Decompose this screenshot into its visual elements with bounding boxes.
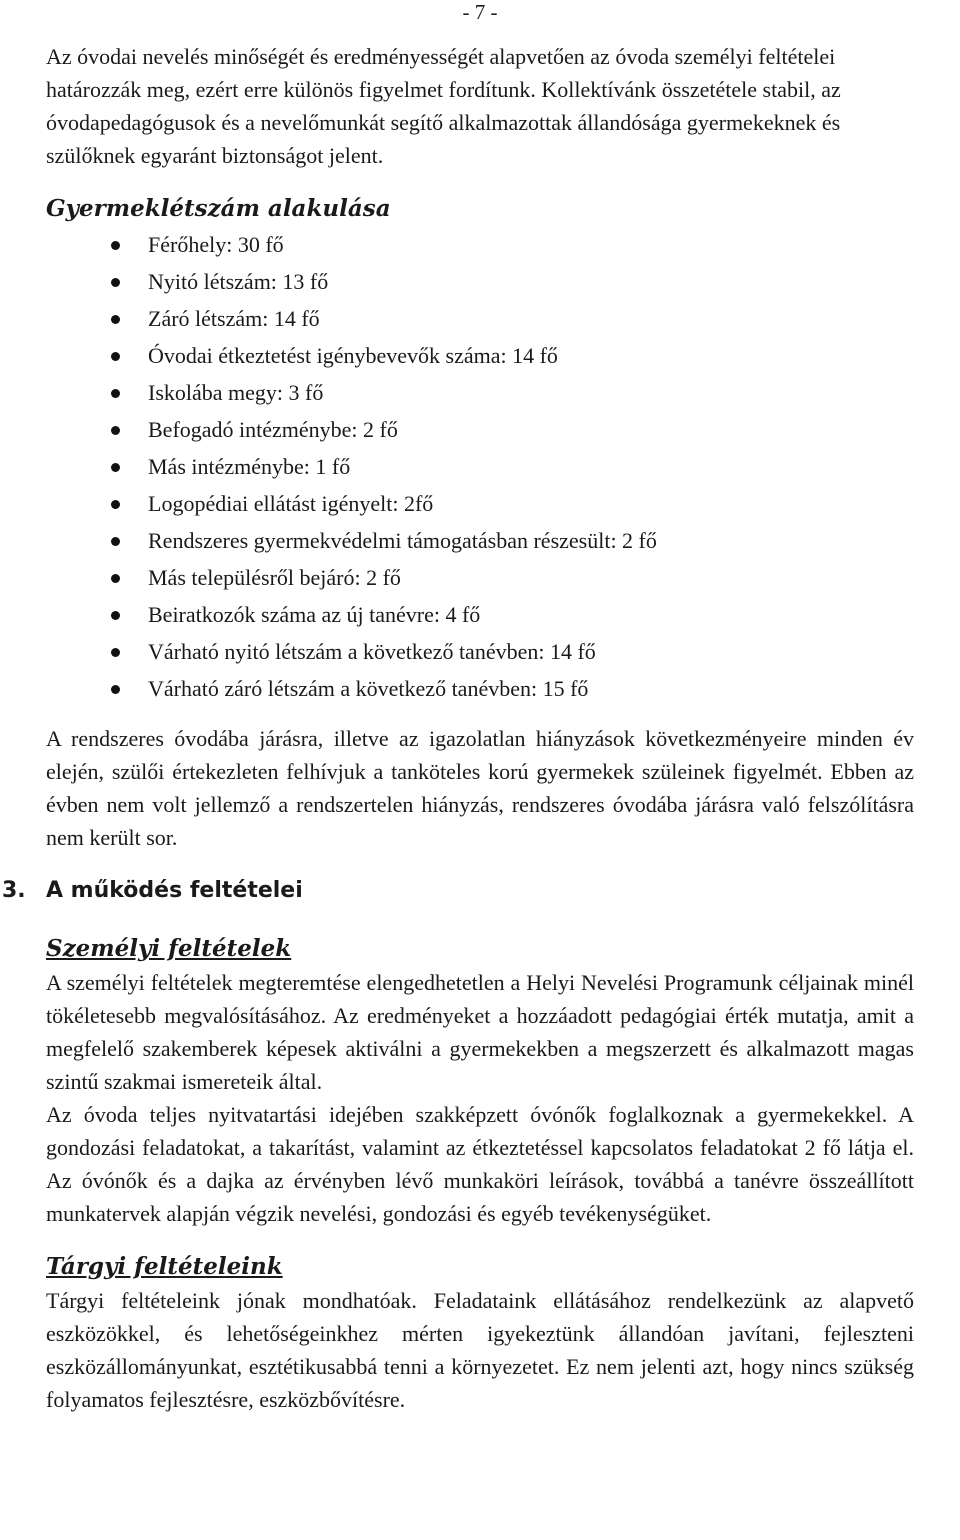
list-item-text: Záró létszám: 14 fő xyxy=(148,306,320,331)
personal-conditions-paragraph-2: Az óvoda teljes nyitvatartási idejében szakképzett óvónők foglalkoznak a gyermekekkel. A gondozási feladatokat, a takarítást, valamint az étkeztetéssel kapcsolatos feladatokat 2 fő látja el. Az óvónők és a dajka az érvényben lévő munkaköri leírások, továbbá a tanévre összeállított munkatervek alapján végzik nevelési, gondozási és egyéb tevékenységüket. xyxy=(46,1102,914,1226)
personal-conditions-paragraph-1: A személyi feltételek megteremtése elengedhetetlen a Helyi Nevelési Programunk céljainak minél tökéletesebb megvalósításához. Az eredményeket a hozzáadott pedagógiai érték mutatja, amit a megfelelő szakemberek képesek aktiválni a gyermekekben a megszerzett és alkalmazott magas szintű szakmai ismereteik által. xyxy=(46,970,914,1094)
bullet-icon xyxy=(111,315,120,324)
list-item-text: Beiratkozók száma az új tanévre: 4 fő xyxy=(148,602,481,627)
list-item xyxy=(46,448,914,485)
list-item xyxy=(46,300,914,337)
bullet-icon xyxy=(111,463,120,472)
list-item-text: Más településről bejáró: 2 fő xyxy=(148,565,401,590)
section-title: A működés feltételei xyxy=(46,878,303,903)
material-conditions-heading: Tárgyi feltételeink xyxy=(46,1253,283,1280)
bullet-icon xyxy=(111,389,120,398)
list-item-text: Férőhely: 30 fő xyxy=(148,232,284,257)
section-number: 3. xyxy=(2,878,26,903)
bullet-icon xyxy=(111,537,120,546)
list-item xyxy=(46,670,914,707)
list-item-text: Várható záró létszám a következő tanévben: 15 fő xyxy=(148,676,589,701)
list-item xyxy=(46,633,914,670)
list-item xyxy=(46,263,914,300)
bullet-icon xyxy=(111,685,120,694)
bullet-icon xyxy=(111,426,120,435)
page-number: - 7 - xyxy=(462,0,498,24)
section-heading xyxy=(2,876,914,906)
bullet-icon xyxy=(111,278,120,287)
enrollment-heading: Gyermeklétszám alakulása xyxy=(46,195,391,222)
list-item xyxy=(46,337,914,374)
list-item xyxy=(46,411,914,448)
material-conditions-paragraph: Tárgyi feltételeink jónak mondhatóak. Feladataink ellátásához rendelkezünk az alapvető eszközökkel, és lehetőségeinkhez mérten igyekeztünk állandóan javítani, fejleszteni eszközállományunkat, esztétikusabbá tenni a környezetet. Ez nem jelenti azt, hogy nincs szükség folyamatos fejlesztésre, eszközbővítésre. xyxy=(46,1288,914,1412)
bullet-icon xyxy=(111,500,120,509)
list-item-text: Várható nyitó létszám a következő tanévben: 14 fő xyxy=(148,639,596,664)
list-item xyxy=(46,226,914,263)
enrollment-list xyxy=(46,226,914,707)
bullet-icon xyxy=(111,352,120,361)
bullet-icon xyxy=(111,611,120,620)
personal-conditions-heading: Személyi feltételek xyxy=(46,935,292,962)
list-item xyxy=(46,485,914,522)
list-item xyxy=(46,522,914,559)
list-item-text: Befogadó intézménybe: 2 fő xyxy=(148,417,398,442)
list-item xyxy=(46,374,914,411)
intro-paragraph: Az óvodai nevelés minőségét és eredményességét alapvetően az óvoda személyi feltételei határozzák meg, ezért erre különös figyelmet fordítunk. Kollektívánk összetétele stabil, az óvodapedagógusok és a nevelőmunkát segítő alkalmazottak állandósága gyermekeknek és szülőknek egyaránt biztonságot jelent. xyxy=(46,44,841,168)
list-item xyxy=(46,559,914,596)
attendance-paragraph: A rendszeres óvodába járásra, illetve az igazolatlan hiányzások következményeire minden év elején, szülői értekezleten felhívjuk a tanköteles korú gyermekek szüleinek figyelmét. Ebben az évben nem volt jellemző a rendszertelen hiányzás, rendszeres óvodába járásra való felszólításra nem került sor. xyxy=(46,726,914,850)
document-body xyxy=(2,40,914,1416)
bullet-icon xyxy=(111,574,120,583)
list-item-text: Nyitó létszám: 13 fő xyxy=(148,269,329,294)
list-item-text: Iskolába megy: 3 fő xyxy=(148,380,324,405)
list-item-text: Logopédiai ellátást igényelt: 2fő xyxy=(148,491,434,516)
list-item-text: Rendszeres gyermekvédelmi támogatásban részesült: 2 fő xyxy=(148,528,657,553)
bullet-icon xyxy=(111,648,120,657)
list-item xyxy=(46,596,914,633)
bullet-icon xyxy=(111,241,120,250)
list-item-text: Óvodai étkeztetést igénybevevők száma: 14 fő xyxy=(148,343,558,368)
list-item-text: Más intézménybe: 1 fő xyxy=(148,454,351,479)
